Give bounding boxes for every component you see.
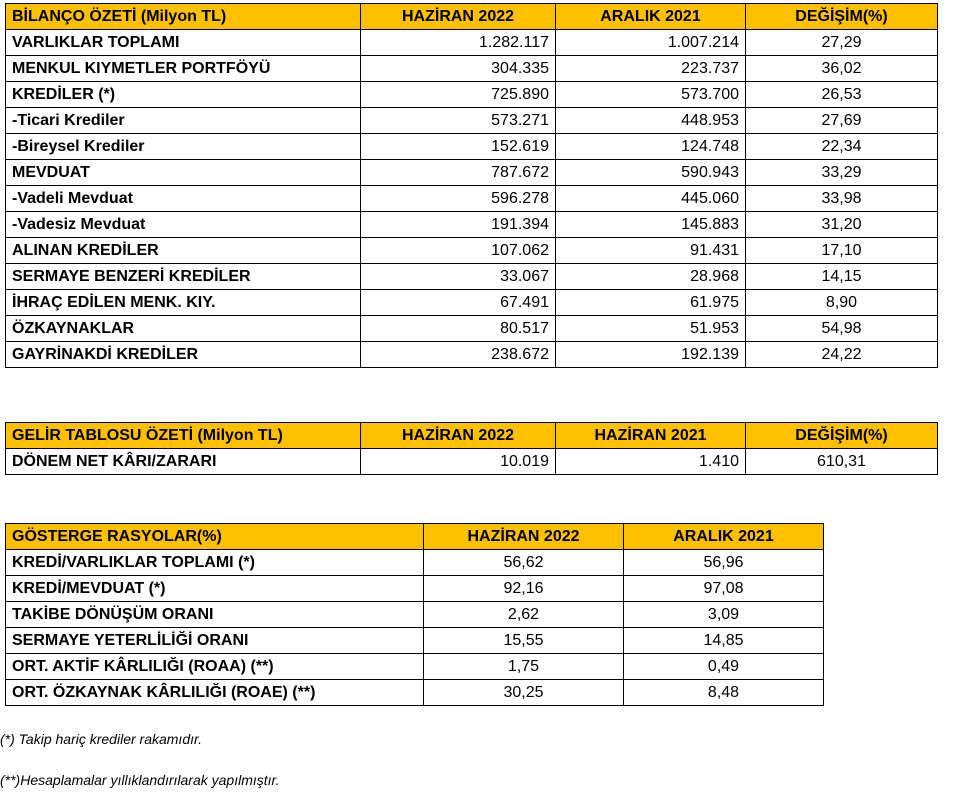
- header-cell-col2: HAZİRAN 2021: [556, 423, 746, 449]
- value-change: 36,02: [746, 56, 938, 82]
- table-row: [6, 186, 938, 212]
- row-label: KREDİLER (*): [6, 82, 361, 108]
- value-dec2021: 145.883: [556, 212, 746, 238]
- value-dec2021: 448.953: [556, 108, 746, 134]
- row-label: MENKUL KIYMETLER PORTFÖYÜ: [6, 56, 361, 82]
- value-jun2022: 107.062: [361, 238, 556, 264]
- value-dec2021: 223.737: [556, 56, 746, 82]
- table-header-row: [6, 423, 938, 449]
- table-row: [6, 680, 824, 706]
- row-label: -Ticari Krediler: [6, 108, 361, 134]
- value-jun2022: 80.517: [361, 316, 556, 342]
- row-label: SERMAYE BENZERİ KREDİLER: [6, 264, 361, 290]
- row-label: GAYRİNAKDİ KREDİLER: [6, 342, 361, 368]
- header-cell-col3: DEĞİŞİM(%): [746, 423, 938, 449]
- value-jun2022: 30,25: [424, 680, 624, 706]
- table-row: [6, 238, 938, 264]
- value-change: 27,29: [746, 30, 938, 56]
- value-dec2021: 1.007.214: [556, 30, 746, 56]
- value-change: 24,22: [746, 342, 938, 368]
- value-jun2022: 573.271: [361, 108, 556, 134]
- row-label: KREDİ/VARLIKLAR TOPLAMI (*): [6, 550, 424, 576]
- value-dec2021: 56,96: [624, 550, 824, 576]
- table-row: [6, 628, 824, 654]
- header-cell-title: BİLANÇO ÖZETİ (Milyon TL): [6, 4, 361, 30]
- value-dec2021: 51.953: [556, 316, 746, 342]
- value-dec2021: 573.700: [556, 82, 746, 108]
- table-row: [6, 56, 938, 82]
- row-label: -Vadeli Mevduat: [6, 186, 361, 212]
- table-row: [6, 108, 938, 134]
- balance-sheet-body: [6, 4, 938, 368]
- value-jun2022: 596.278: [361, 186, 556, 212]
- balance-sheet-table: [5, 3, 938, 368]
- header-cell-title: GELİR TABLOSU ÖZETİ (Milyon TL): [6, 423, 361, 449]
- value-dec2021: 124.748: [556, 134, 746, 160]
- value-jun2022: 10.019: [361, 449, 556, 475]
- key-ratios-body: [6, 524, 824, 706]
- header-cell-col2: ARALIK 2021: [624, 524, 824, 550]
- value-jun2022: 33.067: [361, 264, 556, 290]
- value-dec2021: 28.968: [556, 264, 746, 290]
- row-label: SERMAYE YETERLİLİĞİ ORANI: [6, 628, 424, 654]
- value-dec2021: 0,49: [624, 654, 824, 680]
- value-change: 610,31: [746, 449, 938, 475]
- value-jun2022: 92,16: [424, 576, 624, 602]
- footnote-annualized: (**)Hesaplamalar yıllıklandırılarak yapılmıştır.: [0, 772, 280, 788]
- value-change: 14,15: [746, 264, 938, 290]
- value-dec2021: 14,85: [624, 628, 824, 654]
- header-cell-title: GÖSTERGE RASYOLAR(%): [6, 524, 424, 550]
- table-row: [6, 550, 824, 576]
- header-cell-col1: HAZİRAN 2022: [424, 524, 624, 550]
- value-jun2022: 1,75: [424, 654, 624, 680]
- value-change: 17,10: [746, 238, 938, 264]
- row-label: TAKİBE DÖNÜŞÜM ORANI: [6, 602, 424, 628]
- value-dec2021: 590.943: [556, 160, 746, 186]
- header-cell-col3: DEĞİŞİM(%): [746, 4, 938, 30]
- table-row: [6, 264, 938, 290]
- table-row: [6, 342, 938, 368]
- table-row: [6, 160, 938, 186]
- row-label: MEVDUAT: [6, 160, 361, 186]
- value-dec2021: 97,08: [624, 576, 824, 602]
- table-row: [6, 82, 938, 108]
- row-label: İHRAÇ EDİLEN MENK. KIY.: [6, 290, 361, 316]
- footnote-excluding-npl: (*) Takip hariç krediler rakamıdır.: [0, 731, 203, 747]
- value-dec2021: 61.975: [556, 290, 746, 316]
- value-change: 22,34: [746, 134, 938, 160]
- value-jun2022: 152.619: [361, 134, 556, 160]
- header-cell-col1: HAZİRAN 2022: [361, 4, 556, 30]
- value-jun2022: 67.491: [361, 290, 556, 316]
- table-row: [6, 602, 824, 628]
- value-jun2022: 304.335: [361, 56, 556, 82]
- row-label: ALINAN KREDİLER: [6, 238, 361, 264]
- value-change: 54,98: [746, 316, 938, 342]
- table-row: [6, 212, 938, 238]
- value-change: 26,53: [746, 82, 938, 108]
- row-label: ORT. ÖZKAYNAK KÂRLILIĞI (ROAE) (**): [6, 680, 424, 706]
- value-change: 33,98: [746, 186, 938, 212]
- value-jun2021: 1.410: [556, 449, 746, 475]
- value-dec2021: 8,48: [624, 680, 824, 706]
- value-change: 27,69: [746, 108, 938, 134]
- value-jun2022: 2,62: [424, 602, 624, 628]
- table-header-row: [6, 524, 824, 550]
- value-dec2021: 445.060: [556, 186, 746, 212]
- header-cell-col2: ARALIK 2021: [556, 4, 746, 30]
- value-dec2021: 3,09: [624, 602, 824, 628]
- row-label: ÖZKAYNAKLAR: [6, 316, 361, 342]
- value-change: 33,29: [746, 160, 938, 186]
- table-row: [6, 134, 938, 160]
- value-jun2022: 238.672: [361, 342, 556, 368]
- table-row: [6, 316, 938, 342]
- row-label: DÖNEM NET KÂRI/ZARARI: [6, 449, 361, 475]
- table-header-row: [6, 4, 938, 30]
- table-row: [6, 290, 938, 316]
- value-change: 8,90: [746, 290, 938, 316]
- row-label: -Bireysel Krediler: [6, 134, 361, 160]
- value-jun2022: 725.890: [361, 82, 556, 108]
- value-jun2022: 15,55: [424, 628, 624, 654]
- header-cell-col1: HAZİRAN 2022: [361, 423, 556, 449]
- table-row: [6, 654, 824, 680]
- value-jun2022: 1.282.117: [361, 30, 556, 56]
- income-statement-body: [6, 423, 938, 475]
- row-label: -Vadesiz Mevduat: [6, 212, 361, 238]
- row-label: ORT. AKTİF KÂRLILIĞI (ROAA) (**): [6, 654, 424, 680]
- table-row: [6, 449, 938, 475]
- row-label: KREDİ/MEVDUAT (*): [6, 576, 424, 602]
- value-change: 31,20: [746, 212, 938, 238]
- value-jun2022: 191.394: [361, 212, 556, 238]
- value-jun2022: 787.672: [361, 160, 556, 186]
- value-dec2021: 91.431: [556, 238, 746, 264]
- key-ratios-table: [5, 523, 824, 706]
- table-row: [6, 576, 824, 602]
- row-label: VARLIKLAR TOPLAMI: [6, 30, 361, 56]
- value-jun2022: 56,62: [424, 550, 624, 576]
- table-row: [6, 30, 938, 56]
- value-dec2021: 192.139: [556, 342, 746, 368]
- income-statement-table: [5, 422, 938, 475]
